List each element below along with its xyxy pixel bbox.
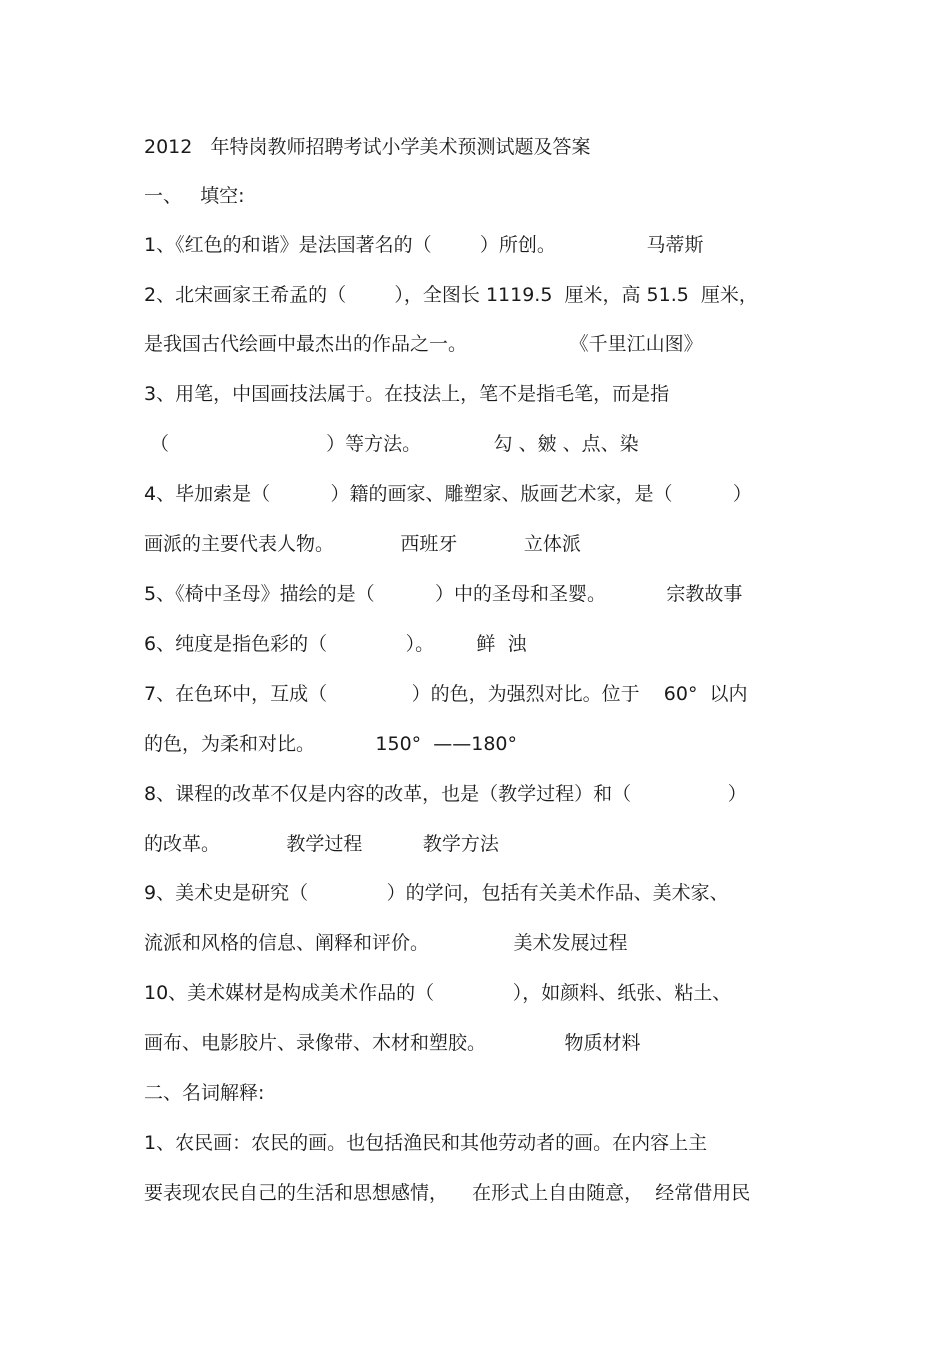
document-title: 2012 年特岗教师招聘考试小学美术预测试题及答案: [144, 136, 591, 158]
section-heading-fill-blank: 一、 填空:: [144, 185, 245, 207]
definition-1: 1、农民画：农民的画。也包括渔民和其他劳动者的画。在内容上主: [144, 1132, 708, 1154]
question-9-continued: 流派和风格的信息、阐释和评价。 美术发展过程: [144, 932, 628, 954]
question-3-continued: （ ）等方法。 勾 、皴 、点、染: [144, 433, 639, 455]
question-1: 1、《红色的和谐》是法国著名的（ ）所创。 马蒂斯: [144, 234, 704, 256]
definition-1-continued: 要表现农民自己的生活和思想感情， 在形式上自由随意， 经常借用民: [144, 1182, 751, 1204]
question-3: 3、用笔，中国画技法属于。在技法上，笔不是指毛笔，而是指: [144, 383, 670, 405]
question-7: 7、在色环中，互成（ ）的色，为强烈对比。位于 60° 以内: [144, 683, 748, 705]
question-6: 6、纯度是指色彩的（ ）。 鲜 浊: [144, 633, 527, 655]
question-5: 5、《椅中圣母》描绘的是（ ）中的圣母和圣婴。 宗教故事: [144, 583, 743, 605]
question-10-continued: 画布、电影胶片、录像带、木材和塑胶。 物质材料: [144, 1032, 641, 1054]
question-8: 8、课程的改革不仅是内容的改革，也是（教学过程）和（ ）: [144, 783, 747, 805]
question-7-continued: 的色，为柔和对比。 150° ——180°: [144, 733, 518, 755]
question-10: 10、美术媒材是构成美术作品的（ ），如颜料、纸张、粘土、: [144, 982, 732, 1004]
question-4-continued: 画派的主要代表人物。 西班牙 立体派: [144, 533, 581, 555]
question-2-continued: 是我国古代绘画中最杰出的作品之一。 《千里江山图》: [144, 333, 703, 355]
question-2: 2、北宋画家王希孟的（ ），全图长 1119.5 厘米，高 51.5 厘米，: [144, 284, 758, 306]
question-8-continued: 的改革。 教学过程 教学方法: [144, 833, 499, 855]
section-heading-term-definition: 二、名词解释:: [144, 1082, 265, 1104]
question-4: 4、毕加索是（ ）籍的画家、雕塑家、版画艺术家，是（ ）: [144, 483, 752, 505]
question-9: 9、美术史是研究（ ）的学问，包括有关美术作品、美术家、: [144, 882, 729, 904]
